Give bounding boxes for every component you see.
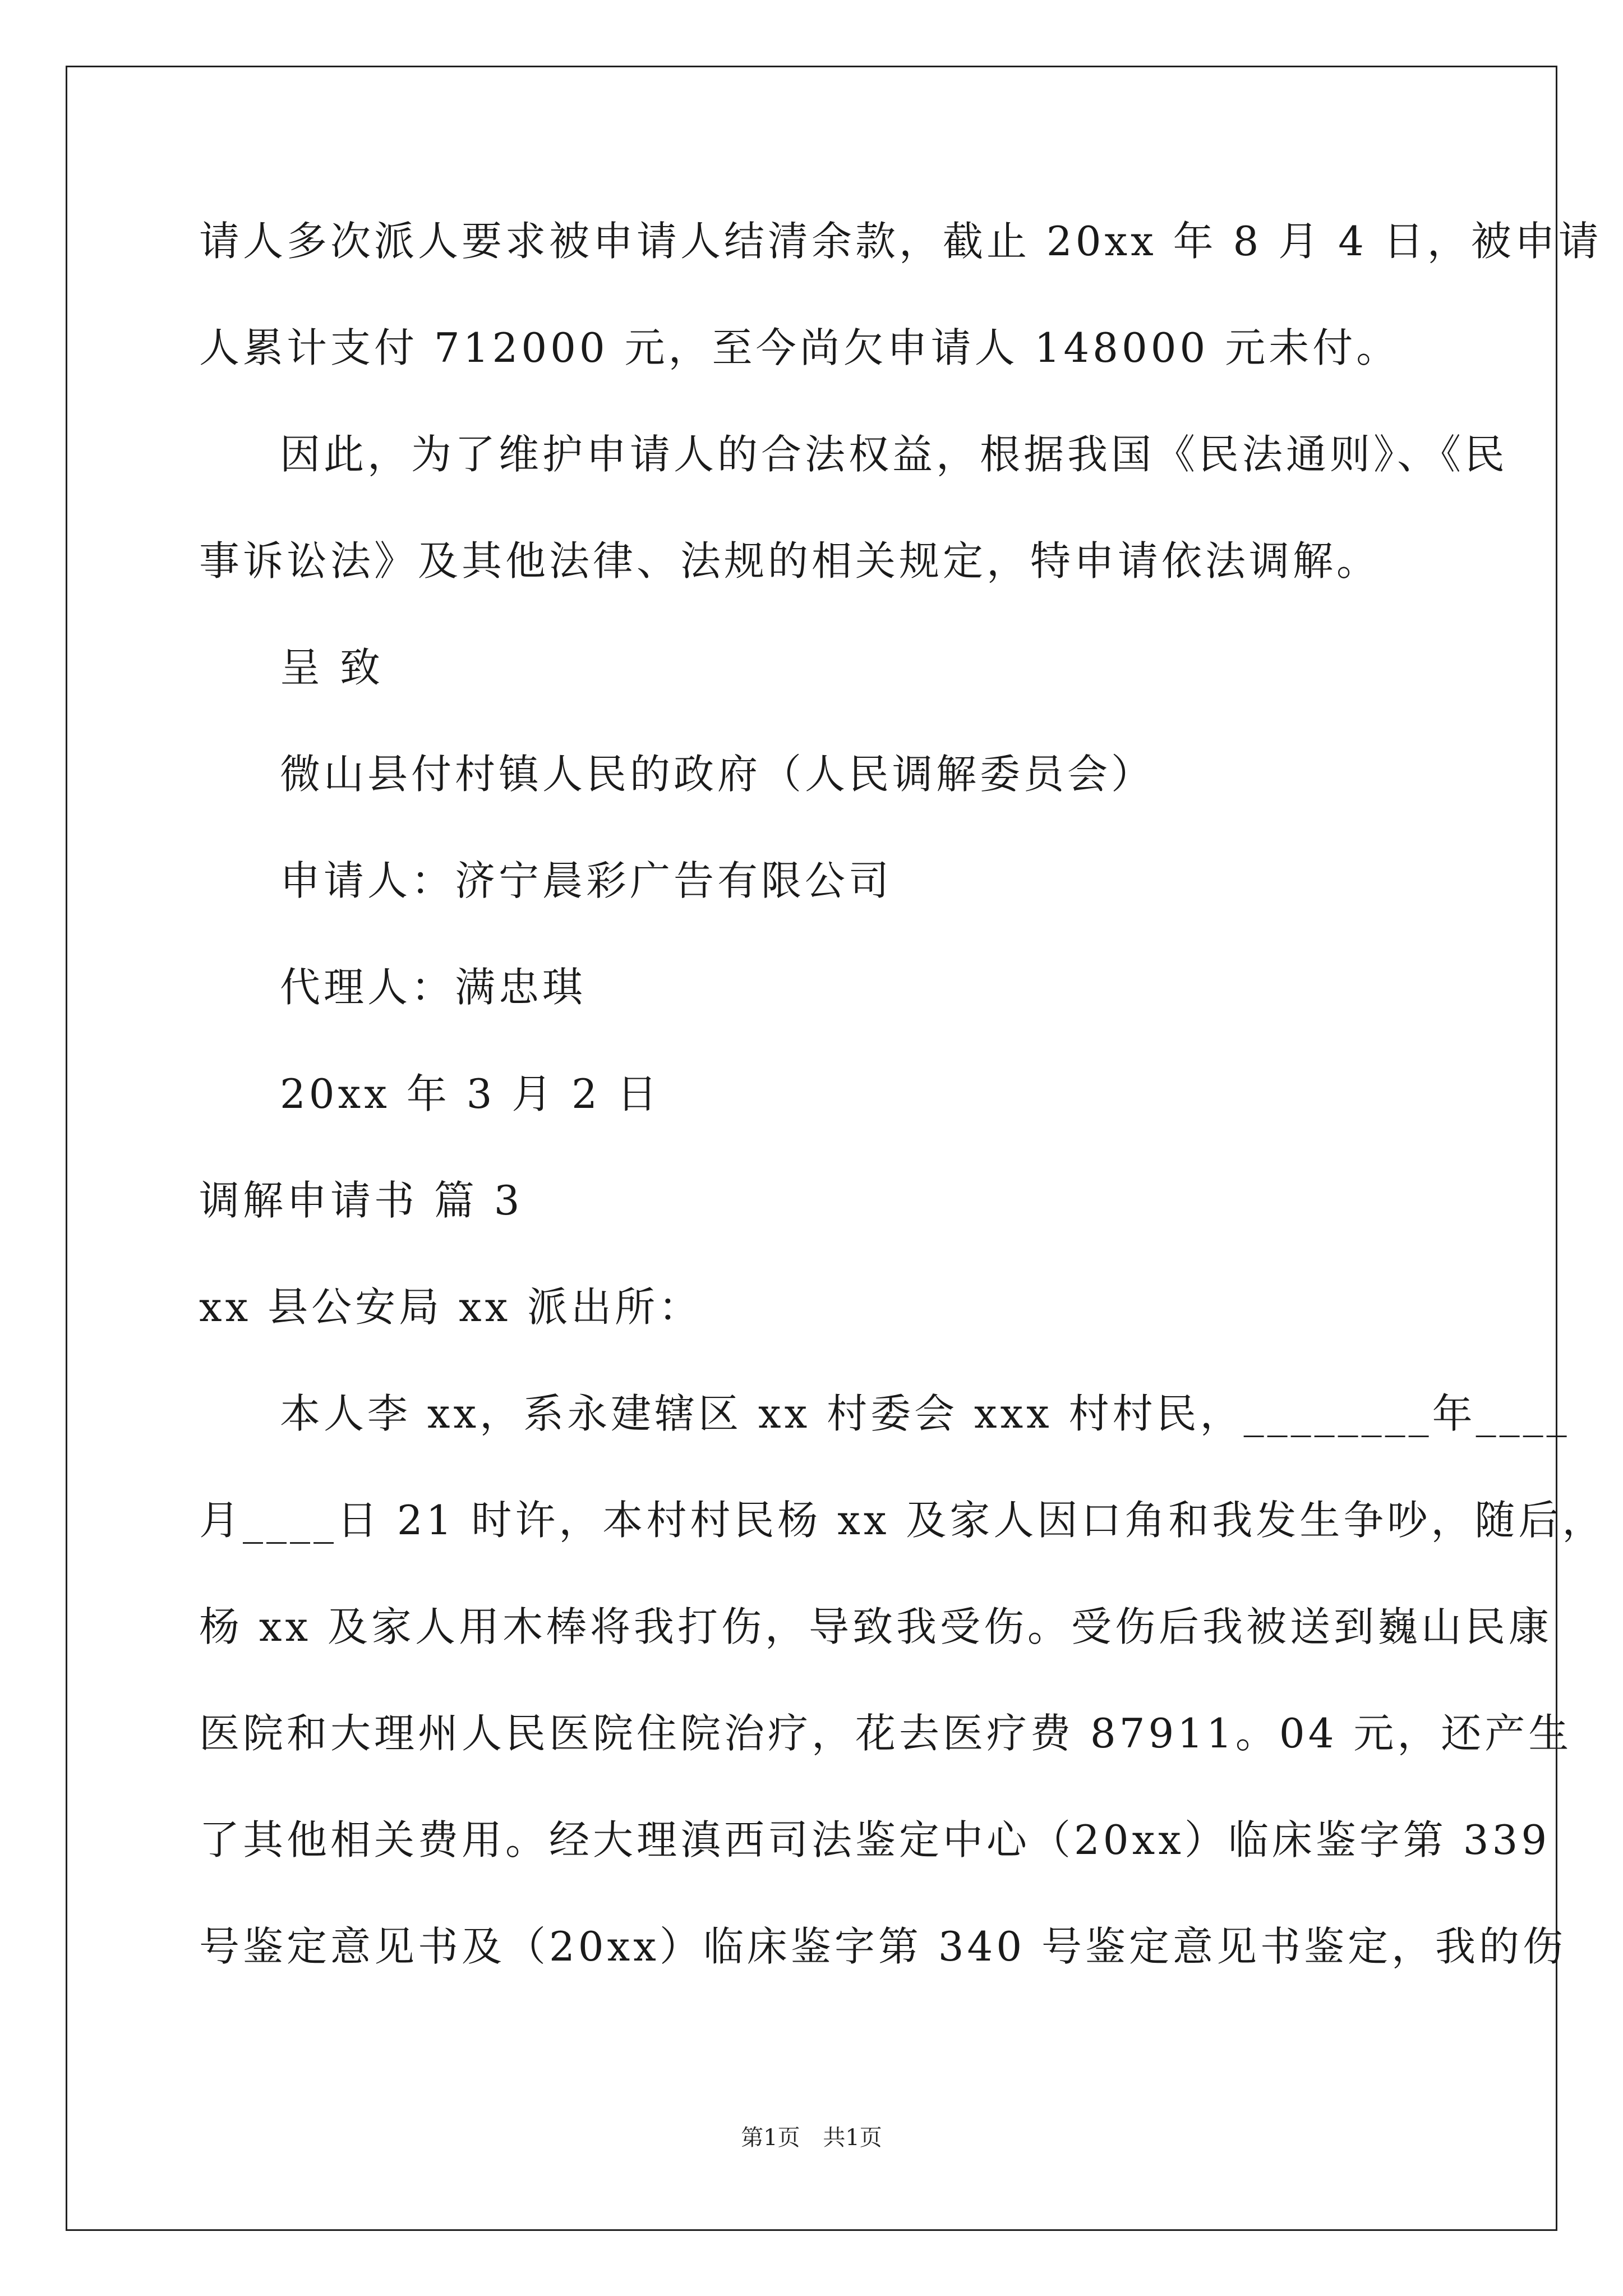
date: 20xx 年 3 月 2 日 xyxy=(280,1070,661,1117)
paragraph-line: 月____日 21 时许，本村村民杨 xx 及家人因口角和我发生争吵，随后， xyxy=(199,1497,1606,1544)
section-title: 调解申请书 篇 3 xyxy=(199,1177,523,1224)
recipient: 微山县付村镇人民的政府（人民调解委员会） xyxy=(280,751,1155,798)
paragraph-line: 因此，为了维护申请人的合法权益，根据我国《民法通则》、《民 xyxy=(280,431,1509,478)
paragraph-line: 号鉴定意见书及（20xx）临床鉴字第 340 号鉴定意见书鉴定，我的伤 xyxy=(199,1923,1567,1970)
page-number: 第1页 xyxy=(741,2125,800,2151)
paragraph-line: 人累计支付 712000 元，至今尚欠申请人 148000 元未付。 xyxy=(199,324,1400,371)
page-total: 共1页 xyxy=(823,2125,882,2151)
paragraph-line: 事诉讼法》及其他法律、法规的相关规定，特申请依法调解。 xyxy=(199,537,1381,585)
paragraph-line: 医院和大理州人民医院住院治疗，花去医疗费 87911。04 元，还产生 xyxy=(199,1710,1573,1757)
page-footer xyxy=(0,2124,1623,2152)
paragraph-line: 杨 xx 及家人用木棒将我打伤，导致我受伤。受伤后我被送到巍山民康 xyxy=(199,1603,1552,1650)
paragraph-line: 本人李 xx，系永建辖区 xx 村委会 xxx 村村民，________年____ xyxy=(280,1390,1570,1437)
applicant: 申请人：济宁晨彩广告有限公司 xyxy=(280,857,893,904)
salutation: 呈 致 xyxy=(280,644,384,691)
paragraph-line: 请人多次派人要求被申请人结清余款，截止 20xx 年 8 月 4 日，被申请 xyxy=(199,218,1602,265)
addressee: xx 县公安局 xx 派出所： xyxy=(199,1283,703,1331)
page-border xyxy=(66,66,1557,2231)
paragraph-line: 了其他相关费用。经大理滇西司法鉴定中心（20xx）临床鉴字第 339 xyxy=(199,1816,1551,1864)
agent: 代理人：满忠琪 xyxy=(280,964,587,1011)
